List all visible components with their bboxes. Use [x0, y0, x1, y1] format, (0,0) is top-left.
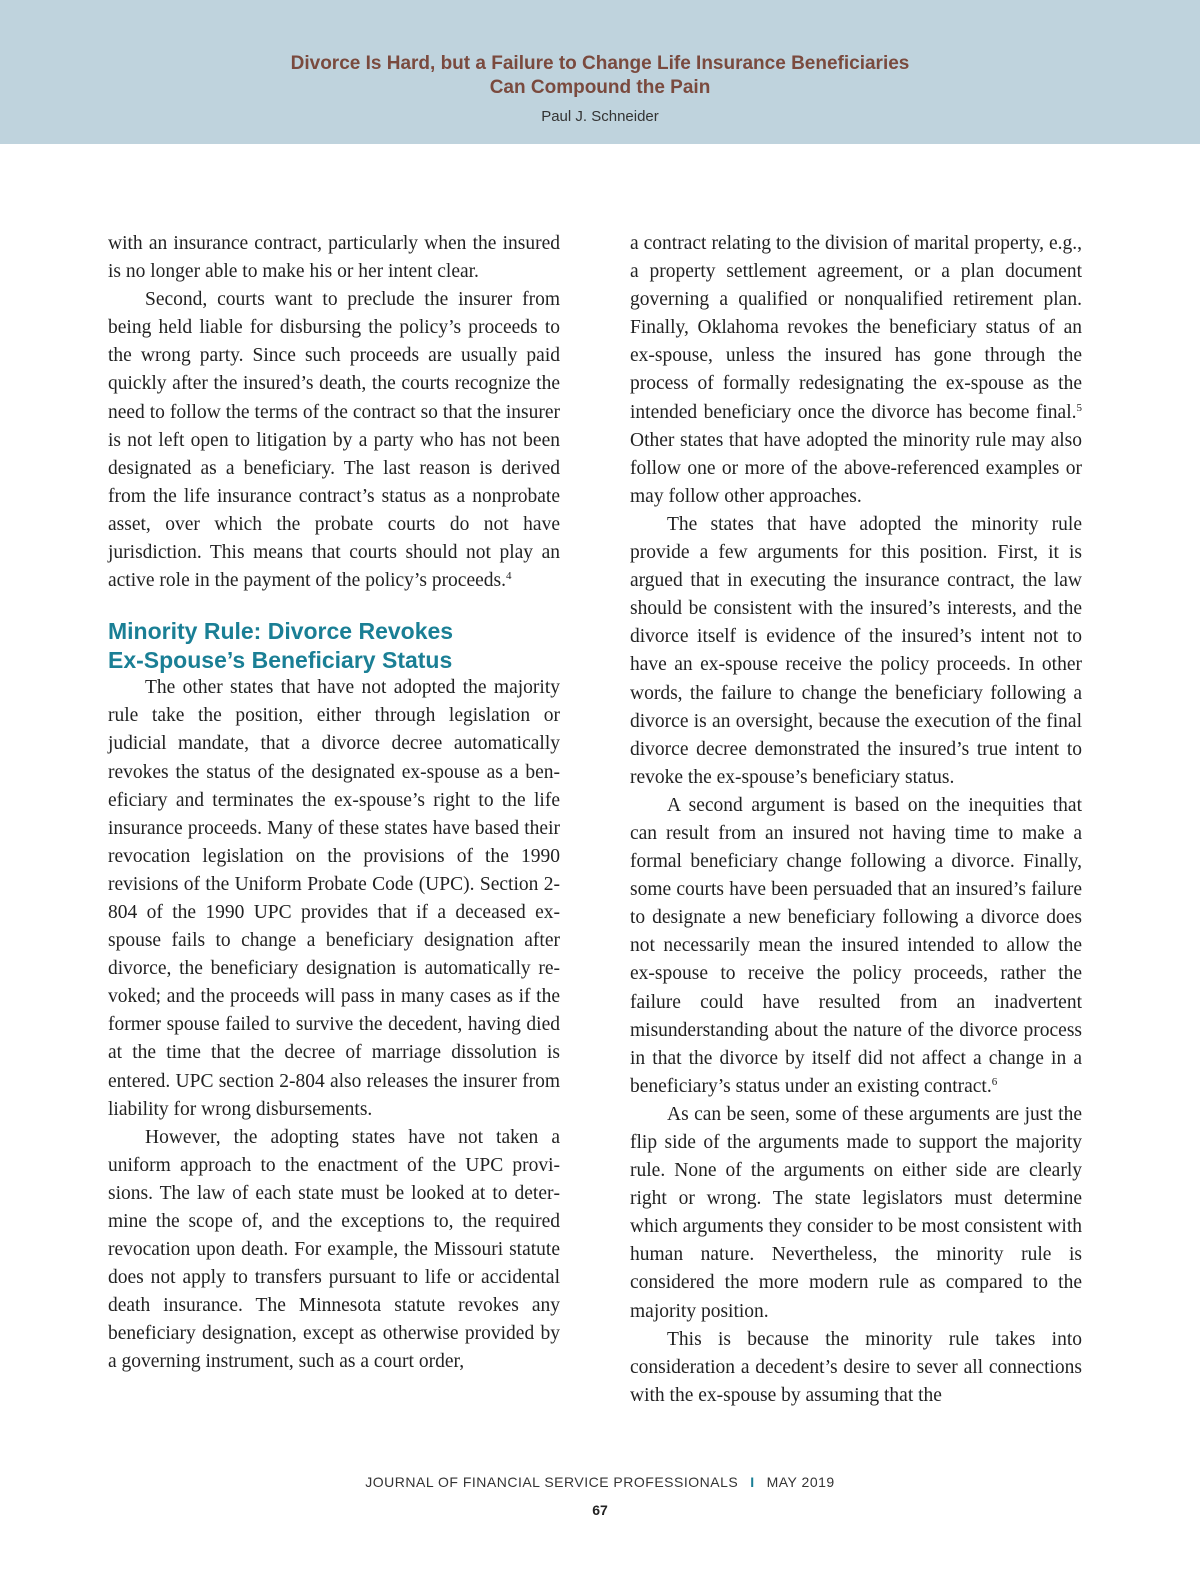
right-paragraph-5: This is because the minority rule takes into consideration a decedent’s desire to sever all connections with the ex-spouse by assuming that the — [630, 1328, 1082, 1406]
section-heading — [108, 617, 560, 674]
left-paragraph-3: The other states that have not adopted the majority rule take the position, either through legislation or judicial mandate, that a divorce decree automatically revokes the status of the designated ex-spouse as a beneficiary and terminates the ex-spouse’s right to the life insurance proceeds. Many of these states have based their revocation legislation on the provisions of the 1990 revisions of the Uniform Probate Code (UPC). Section 2-804 of the 1990 UPC provides that if a deceased ex-spouse fails to change a beneficiary designation after divorce, the beneficiary designation is automatically revoked; and the proceeds will pass in many cases as if the former spouse failed to survive the decedent, having died at the time that the decree of marriage dissolution is entered. UPC section 2-804 also releases the insurer from liability for wrong disbursements. — [108, 677, 560, 1120]
right-paragraph-3 — [630, 792, 1082, 1101]
article-title-line-2: Can Compound the Pain — [489, 77, 711, 98]
footnote-ref-4: 4 — [506, 570, 512, 583]
section-heading-line-1: Minority Rule: Divorce Revokes — [108, 618, 454, 645]
right-paragraph-4: As can be seen, some of these arguments are just the flip side of the arguments made to support the majority rule. None of the arguments on either side are clearly right or wrong. The state legislators must determine which arguments they consider to be most consistent with human nature. Nevertheless, the minority rule is considered the more modern rule as compared to the majority position. — [630, 1103, 1082, 1322]
journal-name: JOURNAL OF FINANCIAL SERVICE PROFESSIONALS — [365, 1474, 739, 1490]
article-author: Paul J. Schneider — [541, 108, 659, 125]
page-number: 67 — [592, 1502, 608, 1518]
left-column — [108, 230, 560, 1377]
footnote-ref-5: 5 — [1076, 401, 1082, 414]
right-paragraph-3-text: A second argument is based on the inequities that can result from an insured not having time to make a formal beneficiary change following a divorce. Finally, some courts have been persuaded that an insured’s failure to designate a new beneficiary following a divorce does not necessarily mean the insured intended to allow the ex-spouse to receive the policy proceeds, rather the failure could have resulted from an inadvertent misunderstanding about the nature of the divorce process in that the divorce by itself did not affect a change in a beneficiary’s status under an existing contract. — [630, 794, 1082, 1097]
right-paragraph-1b: Other states that have adopted the minority rule may also follow one or more of the above-referenced examples or may follow other approaches. — [630, 429, 1082, 507]
section-heading-line-2: Ex-Spouse’s Beneficiary Status — [108, 646, 453, 673]
article-header-banner — [0, 0, 1200, 144]
right-column — [630, 230, 1082, 1410]
footnote-ref-6: 6 — [991, 1075, 998, 1088]
article-title — [0, 52, 1200, 100]
left-paragraph-2-text: Second, courts want to preclude the insurer from being held liable for disbursing the policy’s proceeds to the wrong party. Since such proceeds are usually paid quickly after the insured’s death, the courts recognize the need to follow the terms of the contract so that the insurer is not left open to litigation by a party who has not been designated as a beneficiary. The last reason is derived from the life insurance contract’s status as a nonprobate asset, over which the probate courts do not have jurisdiction. This means that courts should not play an active role in the payment of the policy’s proceeds. — [108, 289, 560, 592]
right-paragraph-1 — [630, 230, 1082, 511]
page-footer — [0, 1474, 1200, 1490]
issue-date: MAY 2019 — [766, 1474, 835, 1490]
left-paragraph-4: However, the adopting states have not taken a uniform approach to the enactment of the UPC provisions. The law of each state must be looked at to determine the scope of, and the exceptions to, the required revocation upon death. For example, the Missouri statute does not apply to transfers pursuant to life or accidental death insurance. The Minnesota statute revokes any beneficiary designation, except as otherwise provided by a governing instrument, such as a court order, — [108, 1126, 560, 1373]
article-title-line-1: Divorce Is Hard, but a Failure to Change Life Insurance Beneficiaries — [290, 53, 910, 74]
right-paragraph-2: The states that have adopted the minority rule provide a few arguments for this position. First, it is argued that in executing the insurance contract, the law should be consistent with the insured’s interests, and the divorce itself is evidence of the insured’s intent not to have an ex-spouse receive the policy proceeds. In other words, the failure to change the beneficiary following a divorce is an oversight, because the execution of the final divorce decree demonstrated the insured’s true intent to revoke the ex-spouse’s beneficiary status. — [630, 513, 1082, 788]
right-paragraph-1a: a contract relating to the division of marital property, e.g., a property settlement agreement, or a plan document governing a qualified or nonqualified retirement plan. Finally, Oklahoma revokes the beneficiary status of an ex-spouse, unless the insured has gone through the process of formally redesignating the ex-spouse as the intended beneficiary once the divorce has become final. — [630, 233, 1082, 423]
left-paragraph-2 — [108, 286, 560, 595]
left-paragraph-1: with an insurance contract, particularly when the insured is no longer able to make his or her intent clear. — [108, 233, 560, 283]
footer-separator: I — [750, 1474, 755, 1490]
